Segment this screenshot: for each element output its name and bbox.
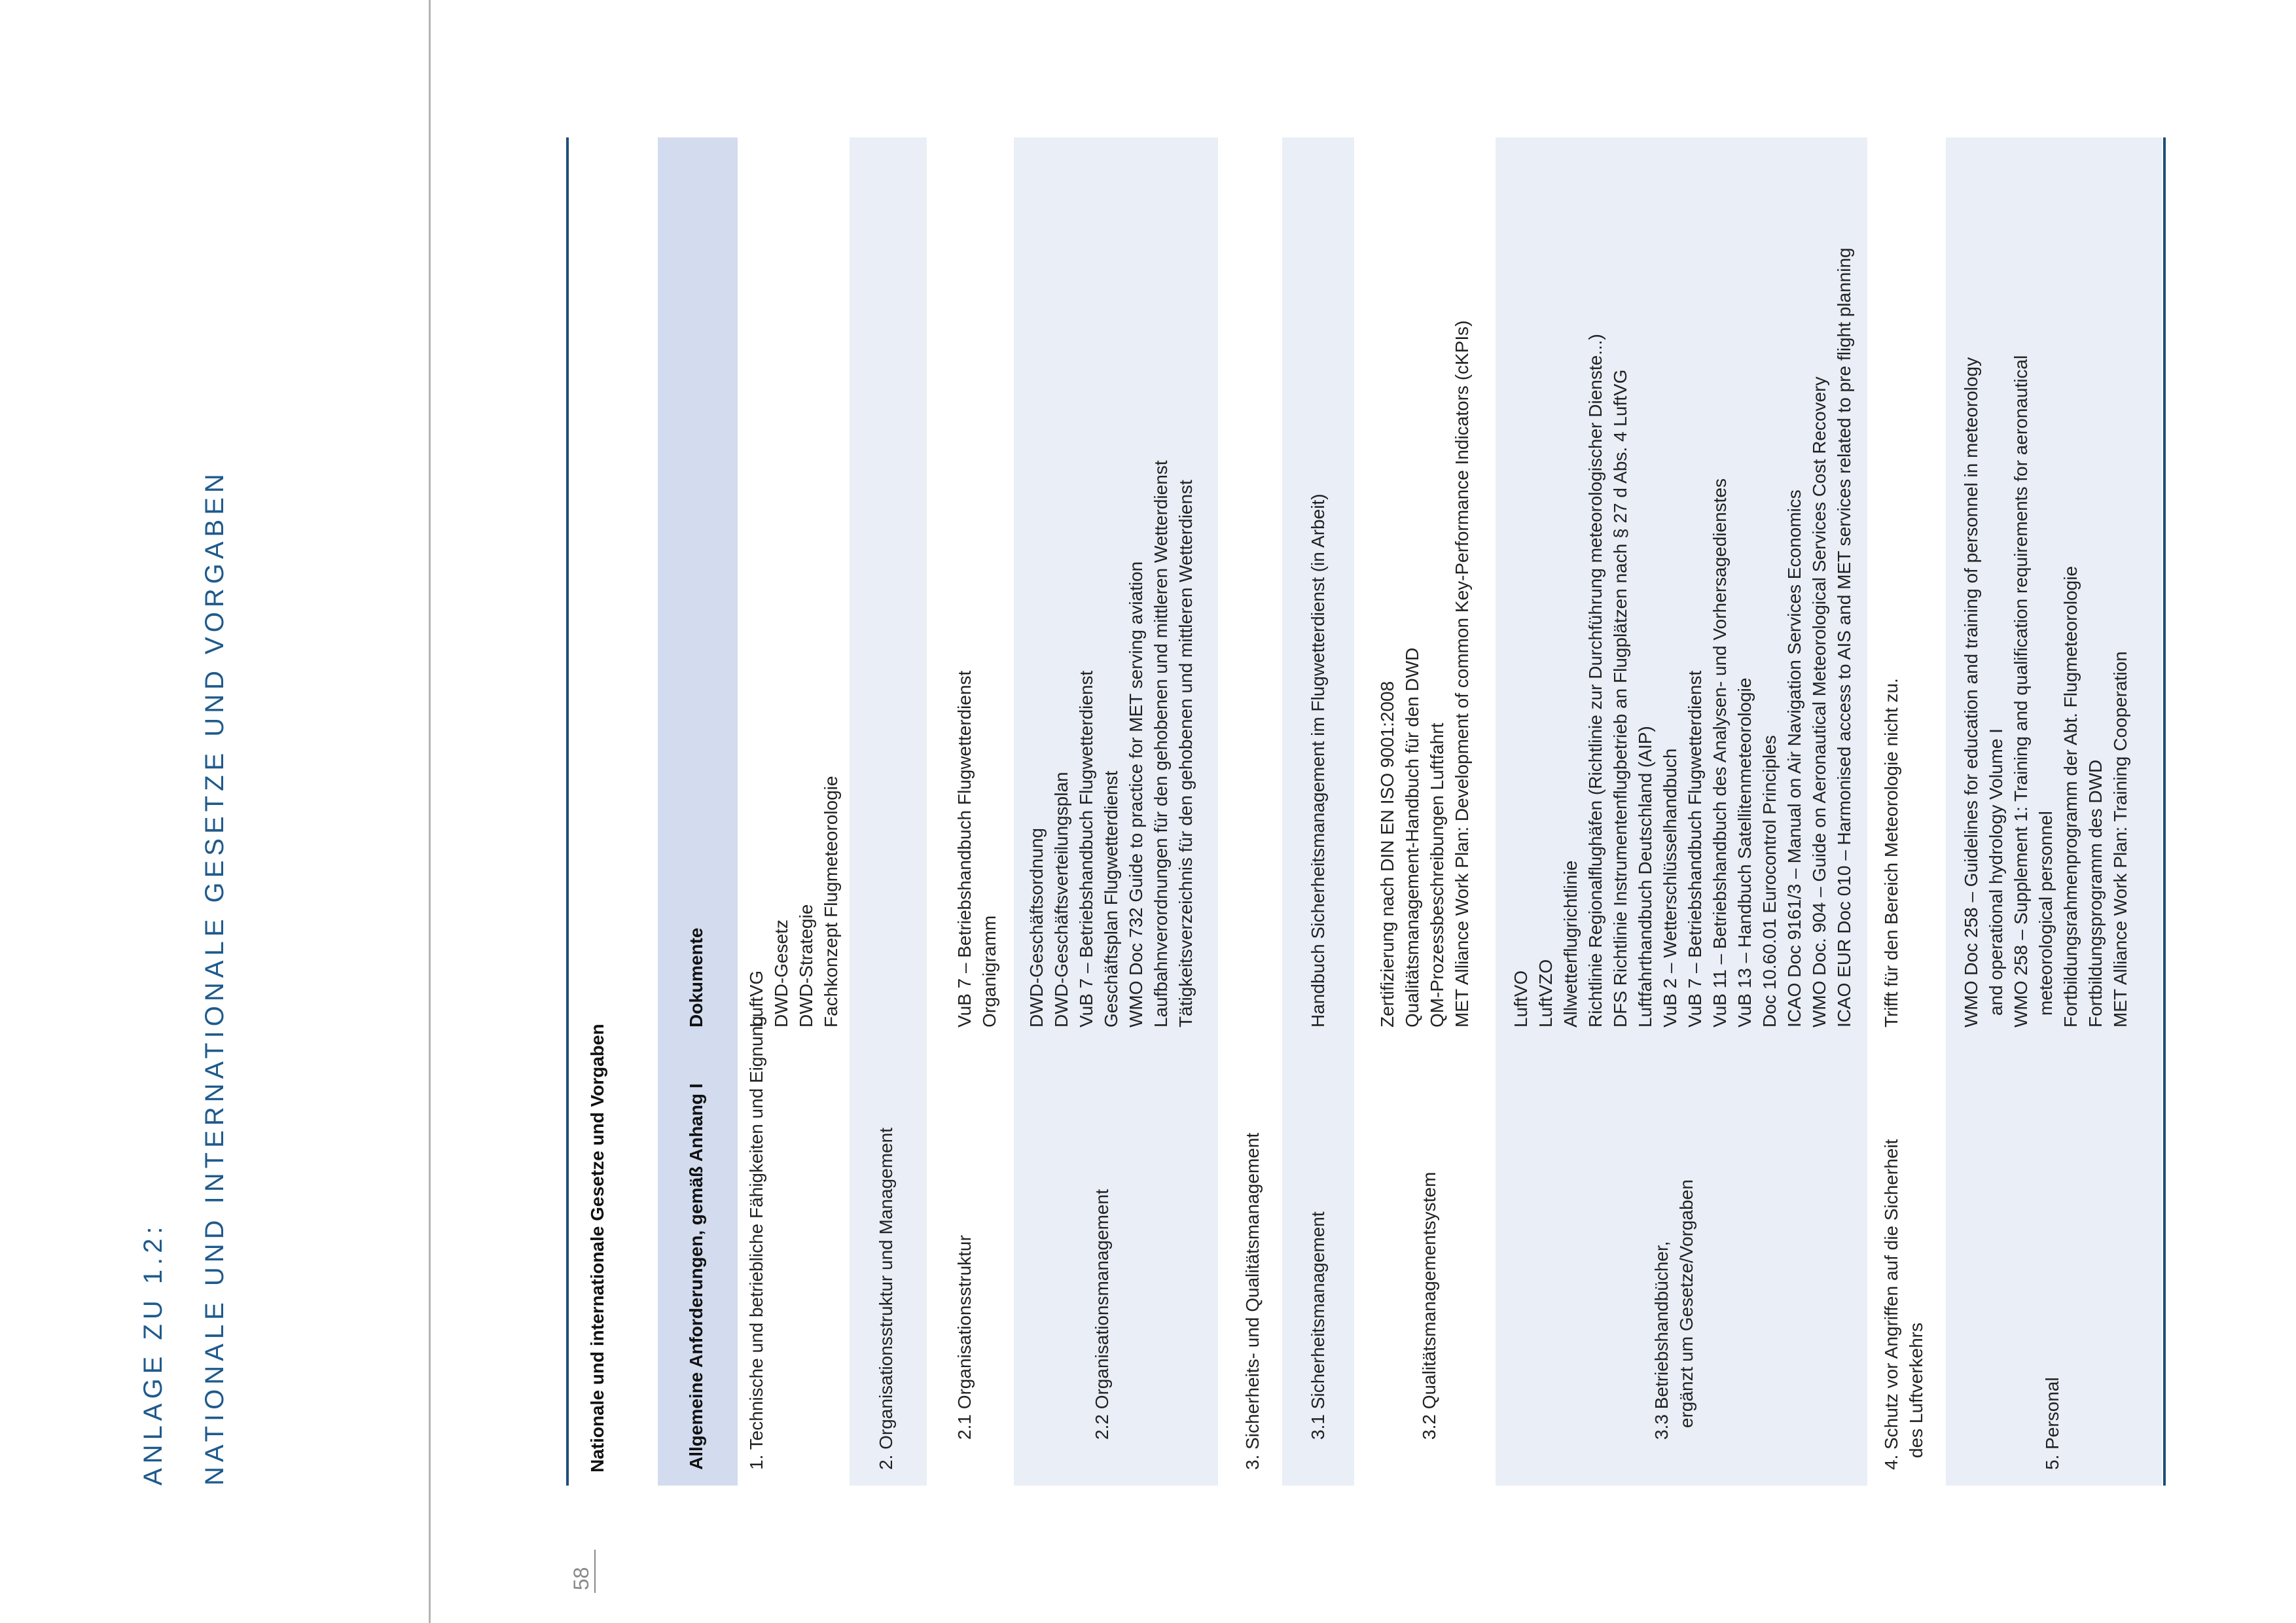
row-label: 2.2 Organisationsmanagement (1092, 1189, 1112, 1440)
row-docs: Trifft für den Bereich Meteorologie nicht zu. (1881, 678, 1901, 1027)
row-docs: Zertifizierung nach DIN EN ISO 9001:2008 Qualitätsmanagement-Handbuch für den DWD QM-Prozessbeschreibungen Luftfahrt MET Alliance Work Plan: Development of common Key-Performance Indicators (cKPIs) (1377, 320, 1472, 1027)
row-label: 2.1 Organisationsstruktur (954, 1235, 975, 1440)
table-bottom-rule (2163, 137, 2166, 1486)
row-docs: DWD-Geschäftsordnung DWD-Geschäftsverteilungsplan VuB 7 – Betriebshandbuch Flugwetterdienst Geschäftsplan Flugwetterdienst WMO Doc 732 Guide to practice for MET serving aviation Laufbahnverordnungen für den gehobenen und mittleren Wetterdienst Tätigkeitsverzeichnis für den gehobenen und mittleren Wetterdienst (1026, 460, 1196, 1027)
page-number-rule (594, 1550, 596, 1593)
row-label: 4. Schutz vor Angriffen auf die Sicherheit des Luftverkehrs (1881, 1139, 1926, 1470)
row-docs: LuftVO LuftVZO Allwetterflugrichtlinie Richtlinie Regionalflughäfen (Richtlinie zur Durchführung meteorologischer Dienste...) DFS Richtlinie Instrumentenflugbetrieb an Flugplätzen nach § 27 d Abs. 4 LuftVG Luftfahrthandbuch Deutschland (AIP) VuB 2 – Wetterschlüsselhandbuch VuB 7 – Betriebshandbuch Flugwetterdienst VuB 11 – Betriebshandbuch des Analysen- und Vorhersagedienstes VuB 13 – Handbuch Satellitenmeteorologie Doc 10.60.01 Eurocontrol Principles ICAO Doc 9161/3 – Manual on Air Navigation Services Economics WMO Doc. 904 – Guide on Aeronautical Meteorological Services Cost Recovery ICAO EUR Doc 010 – Harmonised access to AIS and MET services related to pre flight planning (1511, 247, 1854, 1027)
header-documents: Dokumente (686, 927, 706, 1027)
section-label: 3. Sicherheits- und Qualitätsmanagement (1242, 1132, 1263, 1470)
row-label: 3.2 Qualitätsmanagementsystem (1419, 1171, 1439, 1440)
table-title: Nationale und internationale Gesetze und Vorgaben (587, 1024, 607, 1472)
header-requirements: Allgemeine Anforderungen, gemäß Anhang I (686, 1083, 706, 1470)
row-label: 3.1 Sicherheitsmanagement (1308, 1211, 1328, 1440)
row-docs: Handbuch Sicherheitsmanagement im Flugwetterdienst (in Arbeit) (1308, 493, 1328, 1027)
page-title: NATIONALE UND INTERNATIONALE GESETZE UND VORGABEN (200, 469, 229, 1486)
requirements-table (566, 137, 2170, 1486)
row-label: 3.3 Betriebshandbücher, ergänzt um Gesetze/Vorgaben (1651, 1179, 1696, 1440)
margin-divider (429, 0, 431, 1623)
row-label: 1. Technische und betriebliche Fähigkeiten und Eignung (746, 1016, 766, 1470)
row-docs: WMO Doc 258 – Guidelines for education and training of personnel in meteorology and operational hydrology Volume I WMO 258 – Supplement 1: Training and qualification requirements for aeronautical meteorological personnel Fortbildungsrahmenprogramm der Abt. Flugmeteorologie Fortbildungsprogramm des DWD MET Alliance Work Plan: Training Cooperation (1961, 355, 2130, 1027)
table-top-rule (566, 137, 569, 1486)
row-label: 5. Personal (2042, 1377, 2062, 1470)
row-docs: LuftVG DWD-Gesetz DWD-Strategie Fachkonzept Flugmeteorologie (746, 776, 841, 1027)
section-label: 2. Organisationsstruktur und Management (876, 1128, 896, 1470)
page-number: 58 (569, 1567, 593, 1590)
appendix-kicker: ANLAGE ZU 1.2: (139, 1222, 168, 1486)
row-docs: VuB 7 – Betriebshandbuch Flugwetterdienst Organigramm (954, 670, 999, 1027)
